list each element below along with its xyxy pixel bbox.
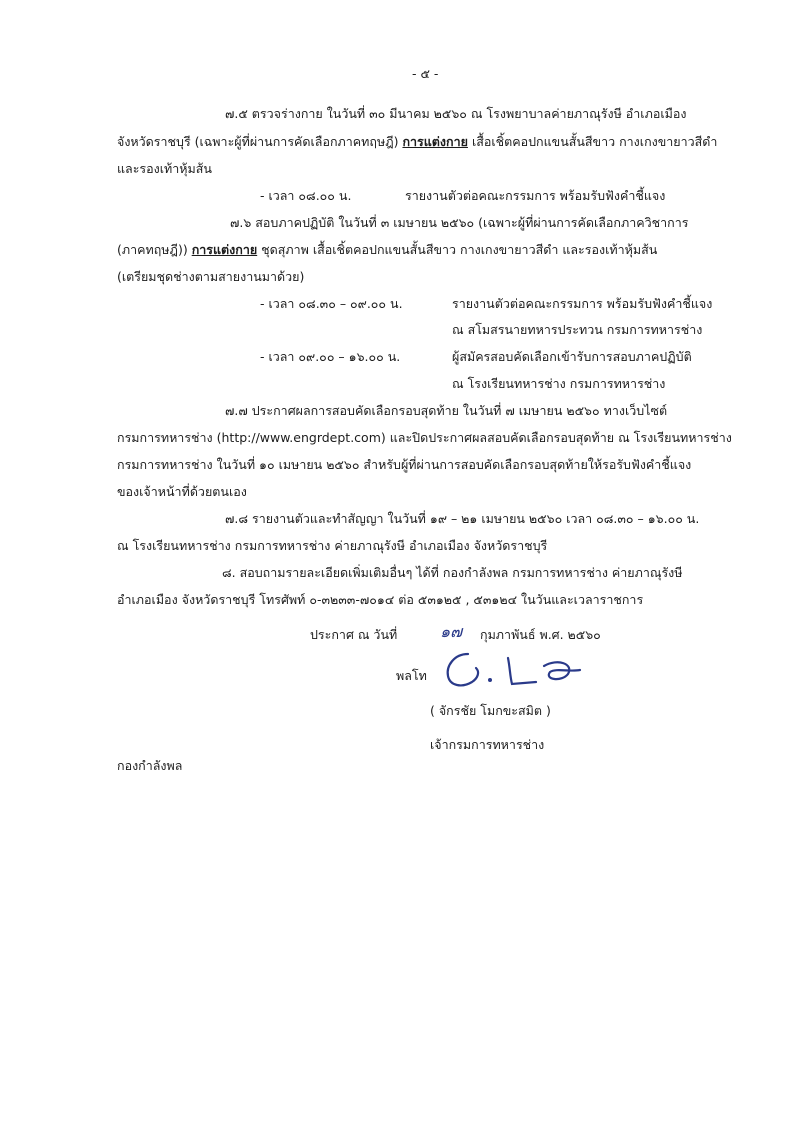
announce-prefix: ประกาศ ณ วันที่ — [310, 627, 398, 642]
s78-line2: ณ โรงเรียนทหารช่าง กรมการทหารช่าง ค่ายภาณุรังษี อำเภอเมือง จังหวัดราชบุรี — [117, 538, 548, 553]
s76-time1: - เวลา ๐๘.๓๐ – ๐๙.๐๐ น. — [260, 296, 403, 311]
s76-line2c: ชุดสุภาพ เสื้อเชิ้ตคอปกแขนสั้นสีขาว กางเกงขายาวสีดำ และรองเท้าหุ้มส้น — [261, 242, 658, 257]
handwritten-signature — [440, 646, 600, 696]
s76-time1-desc2: ณ สโมสรนายทหารประทวน กรมการทหารช่าง — [452, 322, 703, 337]
s76-time2: - เวลา ๐๙.๐๐ – ๑๖.๐๐ น. — [260, 349, 401, 364]
signature-rank: พลโท — [396, 668, 427, 683]
s77-line1: ๗.๗ ประกาศผลการสอบคัดเลือกรอบสุดท้าย ในวันที่ ๗ เมษายน ๒๕๖๐ ทางเว็บไซต์ — [225, 403, 668, 418]
s76-time1-desc1: รายงานตัวต่อคณะกรรมการ พร้อมรับฟังคำชี้แจง — [452, 296, 713, 311]
s75-line2 — [117, 134, 717, 150]
announce-month-year: กุมภาพันธ์ พ.ศ. ๒๕๖๐ — [480, 627, 601, 642]
footer-department: กองกำลังพล — [117, 758, 183, 773]
s75-time-desc: รายงานตัวต่อคณะกรรมการ พร้อมรับฟังคำชี้แจง — [405, 188, 666, 203]
s76-time2-desc1: ผู้สมัครสอบคัดเลือกเข้ารับการสอบภาคปฏิบัติ — [452, 349, 692, 364]
s76-line2 — [117, 242, 657, 258]
s77-line3: กรมการทหารช่าง ในวันที่ ๑๐ เมษายน ๒๕๖๐ สำหรับผู้ที่ผ่านการสอบคัดเลือกรอบสุดท้ายให้รอรับฟังคำชี้แจง — [117, 457, 692, 472]
signature-name: ( จักรชัย โมกขะสมิต ) — [430, 703, 551, 718]
s8-line1: ๘. สอบถามรายละเอียดเพิ่มเติมอื่นๆ ได้ที่ กองกำลังพล กรมการทหารช่าง ค่ายภาณุรังษี — [222, 565, 683, 580]
page-number: - ๕ - — [412, 66, 439, 81]
signature-position: เจ้ากรมการทหารช่าง — [430, 737, 545, 752]
s77-line4: ของเจ้าหน้าที่ด้วยตนเอง — [117, 484, 247, 499]
s76-line2a: (ภาคทฤษฎี)) — [117, 242, 188, 257]
s75-time: - เวลา ๐๘.๐๐ น. — [260, 188, 352, 203]
s78-line1: ๗.๘ รายงานตัวและทำสัญญา ในวันที่ ๑๙ – ๒๑ เมษายน ๒๕๖๐ เวลา ๐๘.๓๐ – ๑๖.๐๐ น. — [225, 511, 700, 526]
s75-line2a: จังหวัดราชบุรี (เฉพาะผู้ที่ผ่านการคัดเลือกภาคทฤษฎี) — [117, 134, 399, 149]
s75-dress-label: การแต่งกาย — [402, 134, 468, 149]
s77-line2: กรมการทหารช่าง (http://www.engrdept.com) และปิดประกาศผลสอบคัดเลือกรอบสุดท้าย ณ โรงเรียนทหารช่าง — [117, 430, 732, 445]
announce-day: ๑๗ — [440, 622, 463, 641]
s8-line2: อำเภอเมือง จังหวัดราชบุรี โทรศัพท์ ๐-๓๒๓๓-๗๐๑๔ ต่อ ๕๓๑๒๕ , ๕๓๑๒๔ ในวันและเวลาราชการ — [117, 592, 644, 607]
s76-dress-label: การแต่งกาย — [191, 242, 258, 257]
s76-line1: ๗.๖ สอบภาคปฏิบัติ ในวันที่ ๓ เมษายน ๒๕๖๐ (เฉพาะผู้ที่ผ่านการคัดเลือกภาควิชาการ — [230, 215, 689, 230]
s75-line2c: เสื้อเชิ้ตคอปกแขนสั้นสีขาว กางเกงขายาวสีดำ — [471, 134, 718, 149]
s76-line3: (เตรียมชุดช่างตามสายงานมาด้วย) — [117, 269, 305, 284]
s76-time2-desc2: ณ โรงเรียนทหารช่าง กรมการทหารช่าง — [452, 376, 666, 391]
s75-line3: และรองเท้าหุ้มส้น — [117, 161, 212, 176]
s75-line1: ๗.๕ ตรวจร่างกาย ในวันที่ ๓๐ มีนาคม ๒๕๖๐ ณ โรงพยาบาลค่ายภาณุรังษี อำเภอเมือง — [225, 106, 687, 121]
